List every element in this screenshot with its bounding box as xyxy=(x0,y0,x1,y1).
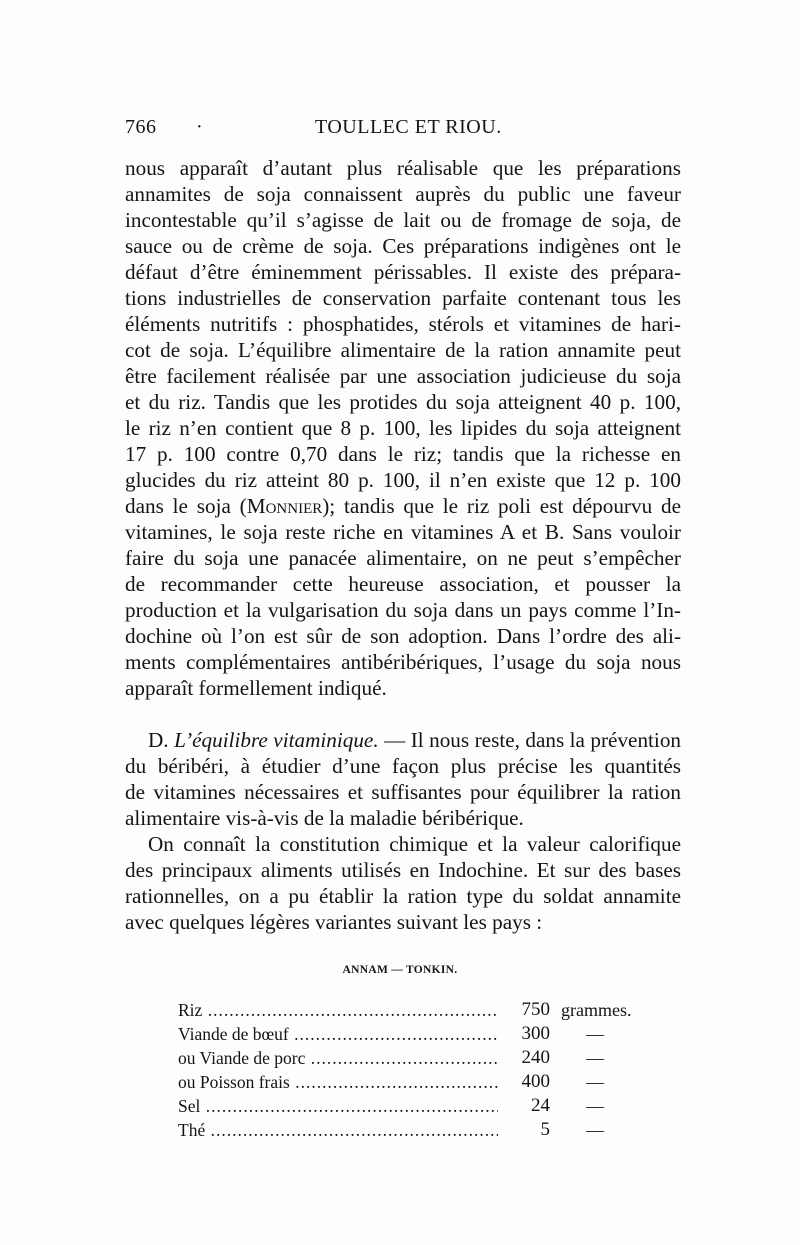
row-unit: — xyxy=(586,1048,604,1068)
text-line: faire du soja une panacée alimentaire, on ne peut s’empêcher xyxy=(125,546,681,570)
text-line: vitamines, le soja reste riche en vitamines A et B. Sans vouloir xyxy=(125,520,681,544)
text-line: dochine où l’on est sûr de son adoption. Dans l’ordre des ali- xyxy=(125,624,681,648)
running-header xyxy=(125,116,681,146)
text-line-monnier xyxy=(125,493,681,519)
text-line: ments complémentaires antibéribériques, l’usage du soja nous xyxy=(125,650,681,674)
row-value: 240 xyxy=(521,1047,550,1068)
section-title: L’équilibre vitaminique. xyxy=(174,728,379,752)
row-label: Sel ..... xyxy=(178,1094,498,1118)
text-line: incontestable qu’il s’agisse de lait ou de fromage de soja, de xyxy=(125,208,681,232)
row-unit: — xyxy=(586,1120,604,1140)
table-row xyxy=(178,1094,638,1118)
header-separator: · xyxy=(196,116,204,138)
row-label: Thé ..... xyxy=(178,1118,498,1142)
text-line: alimentaire vis-à-vis de la maladie béribérique. xyxy=(125,806,524,830)
table-row xyxy=(178,1118,638,1142)
table-row xyxy=(178,998,638,1022)
row-label: Viande de bœuf ..... xyxy=(178,1022,498,1046)
text-line: être facilement réalisée par une association judicieuse du soja xyxy=(125,364,681,388)
row-label: ou Viande de porc ..... xyxy=(178,1046,498,1070)
section-d-heading-line xyxy=(148,727,681,753)
text-fragment: ); tandis que le riz poli est dépourvu de xyxy=(322,494,681,518)
text-line: de vitamines nécessaires et suffisantes pour équilibrer la ration xyxy=(125,780,681,804)
page-number: 766 xyxy=(125,116,157,138)
text-fragment: dans le soja ( xyxy=(125,494,247,518)
row-value: 300 xyxy=(521,1023,550,1044)
table-row xyxy=(178,1046,638,1070)
text-line: tions industrielles de conservation parfaite contenant tous les xyxy=(125,286,681,310)
text-line: avec quelques légères variantes suivant les pays : xyxy=(125,910,543,934)
text-line: production et la vulgarisation du soja dans un pays comme l’In- xyxy=(125,598,681,622)
text-line: apparaît formellement indiqué. xyxy=(125,676,387,700)
row-value: 24 xyxy=(531,1095,550,1116)
text-line: annamites de soja connaissent auprès du public une faveur xyxy=(125,182,681,206)
row-value: 5 xyxy=(540,1119,550,1140)
row-value: 400 xyxy=(521,1071,550,1092)
row-unit: — xyxy=(586,1072,604,1092)
text-line: 17 p. 100 contre 0,70 dans le riz; tandis que la richesse en xyxy=(125,442,681,466)
row-label: Riz ..... xyxy=(178,998,498,1022)
text-line: du béribéri, à étudier d’une façon plus précise les quantités xyxy=(125,754,681,778)
section-letter: D. xyxy=(148,728,169,752)
row-unit: — xyxy=(586,1096,604,1116)
text-line: défaut d’être éminemment périssables. Il existe des prépara- xyxy=(125,260,681,284)
text-line: de recommander cette heureuse association, et pousser la xyxy=(125,572,681,596)
text-line: sauce ou de crème de soja. Ces préparations indigènes ont le xyxy=(125,234,681,258)
table-row xyxy=(178,1022,638,1046)
row-label: ou Poisson frais ..... xyxy=(178,1070,498,1094)
text-line: rationnelles, on a pu établir la ration type du soldat annamite xyxy=(125,884,681,908)
row-value: 750 xyxy=(521,999,550,1020)
running-title: TOULLEC ET RIOU. xyxy=(315,116,502,138)
text-line: glucides du riz atteint 80 p. 100, il n’en existe que 12 p. 100 xyxy=(125,468,681,492)
text-line: le riz n’en contient que 8 p. 100, les lipides du soja atteignent xyxy=(125,416,681,440)
text-line: et du riz. Tandis que les protides du soja atteignent 40 p. 100, xyxy=(125,390,681,414)
author-name: Monnier xyxy=(246,494,323,518)
text-line: On connaît la constitution chimique et la valeur calorifique xyxy=(148,832,681,856)
text-line: nous apparaît d’autant plus réalisable que les préparations xyxy=(125,156,681,180)
table-title: ANNAM — TONKIN. xyxy=(342,964,458,976)
text-line: des principaux aliments utilisés en Indochine. Et sur des bases xyxy=(125,858,681,882)
table-row xyxy=(178,1070,638,1094)
text-line: cot de soja. L’équilibre alimentaire de la ration annamite peut xyxy=(125,338,681,362)
text-line: éléments nutritifs : phosphatides, stérols et vitamines de hari- xyxy=(125,312,681,336)
row-unit: — xyxy=(586,1024,604,1044)
row-unit: grammes. xyxy=(561,1000,632,1020)
text-fragment: — Il nous reste, dans la prévention xyxy=(378,728,682,752)
